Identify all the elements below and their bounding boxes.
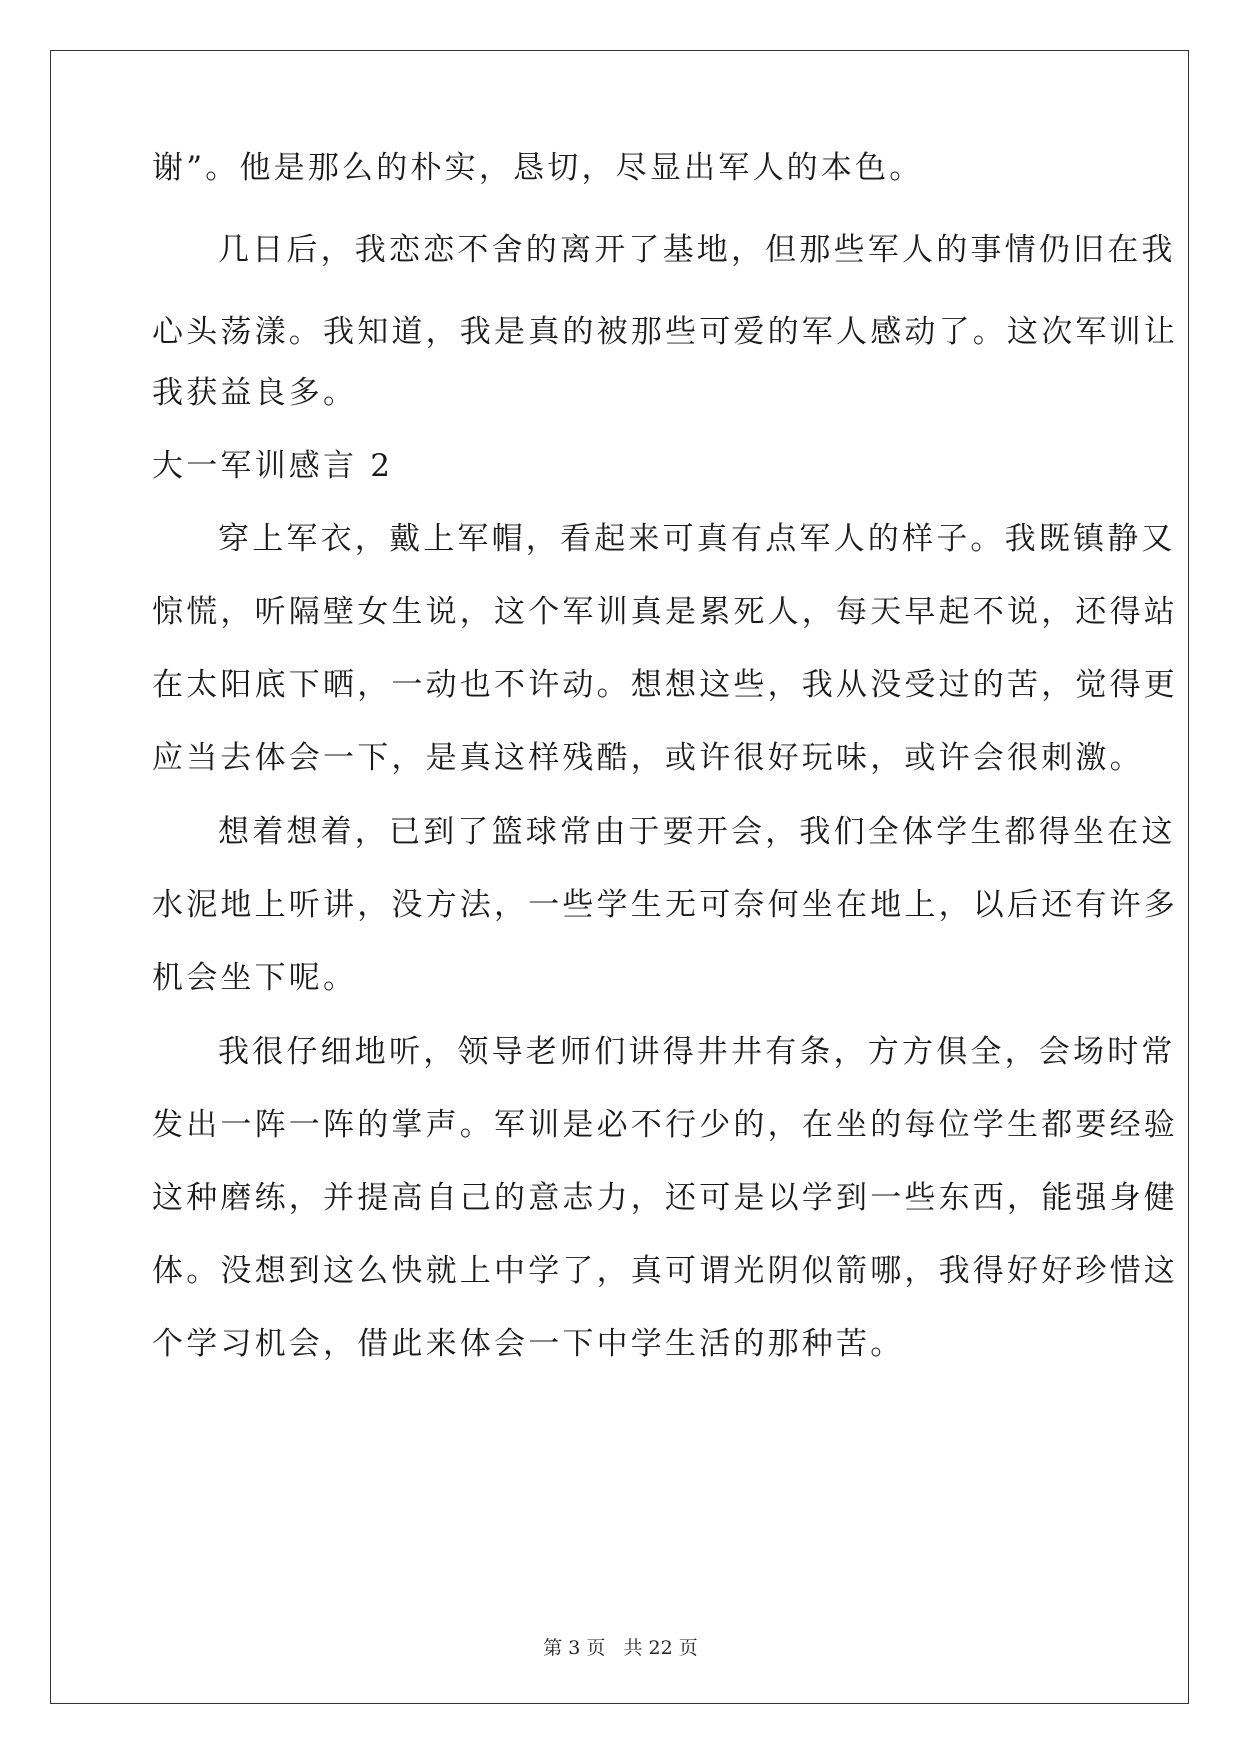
text-line: 水泥地上听讲，没方法，一些学生无可奈何坐在地上，以后还有许多 — [152, 887, 1178, 923]
text-line: 穿上军衣，戴上军帽，看起来可真有点军人的样子。我既镇静又 — [218, 521, 1176, 557]
text-line: 惊慌，听隔壁女生说，这个军训真是累死人，每天早起不说，还得站 — [152, 594, 1178, 630]
text-line: 发出一阵一阵的掌声。军训是必不行少的，在坐的每位学生都要经验 — [152, 1107, 1178, 1143]
page-frame — [50, 50, 1189, 1704]
text-line: 体。没想到这么快就上中学了，真可谓光阴似箭哪，我得好好珍惜这 — [152, 1253, 1178, 1289]
text-line: 我获益良多。 — [152, 375, 358, 411]
page-total: 共 22 页 — [623, 1637, 698, 1659]
text-line: 心头荡漾。我知道，我是真的被那些可爱的军人感动了。这次军训让 — [152, 314, 1178, 350]
text-line: 几日后，我恋恋不舍的离开了基地，但那些军人的事情仍旧在我 — [218, 232, 1176, 268]
text-line: 谢”。他是那么的朴实，恳切，尽显出军人的本色。 — [152, 150, 924, 186]
text-line: 我很仔细地听，领导老师们讲得井井有条，方方俱全，会场时常 — [218, 1034, 1176, 1070]
text-line: 这种磨练，并提高自己的意志力，还可是以学到一些东西，能强身健 — [152, 1180, 1178, 1216]
text-line: 个学习机会，借此来体会一下中学生活的那种苦。 — [152, 1326, 905, 1362]
page-footer — [0, 1633, 1241, 1660]
text-line: 想着想着，已到了篮球常由于要开会，我们全体学生都得坐在这 — [218, 814, 1176, 850]
text-line: 机会坐下呢。 — [152, 960, 358, 996]
page-number: 第 3 页 — [543, 1637, 606, 1659]
text-line: 应当去体会一下，是真这样残酷，或许很好玩味，或许会很刺激。 — [152, 740, 1144, 776]
section-heading: 大一军训感言 2 — [152, 448, 394, 484]
text-line: 在太阳底下晒，一动也不许动。想想这些，我从没受过的苦，觉得更 — [152, 667, 1178, 703]
